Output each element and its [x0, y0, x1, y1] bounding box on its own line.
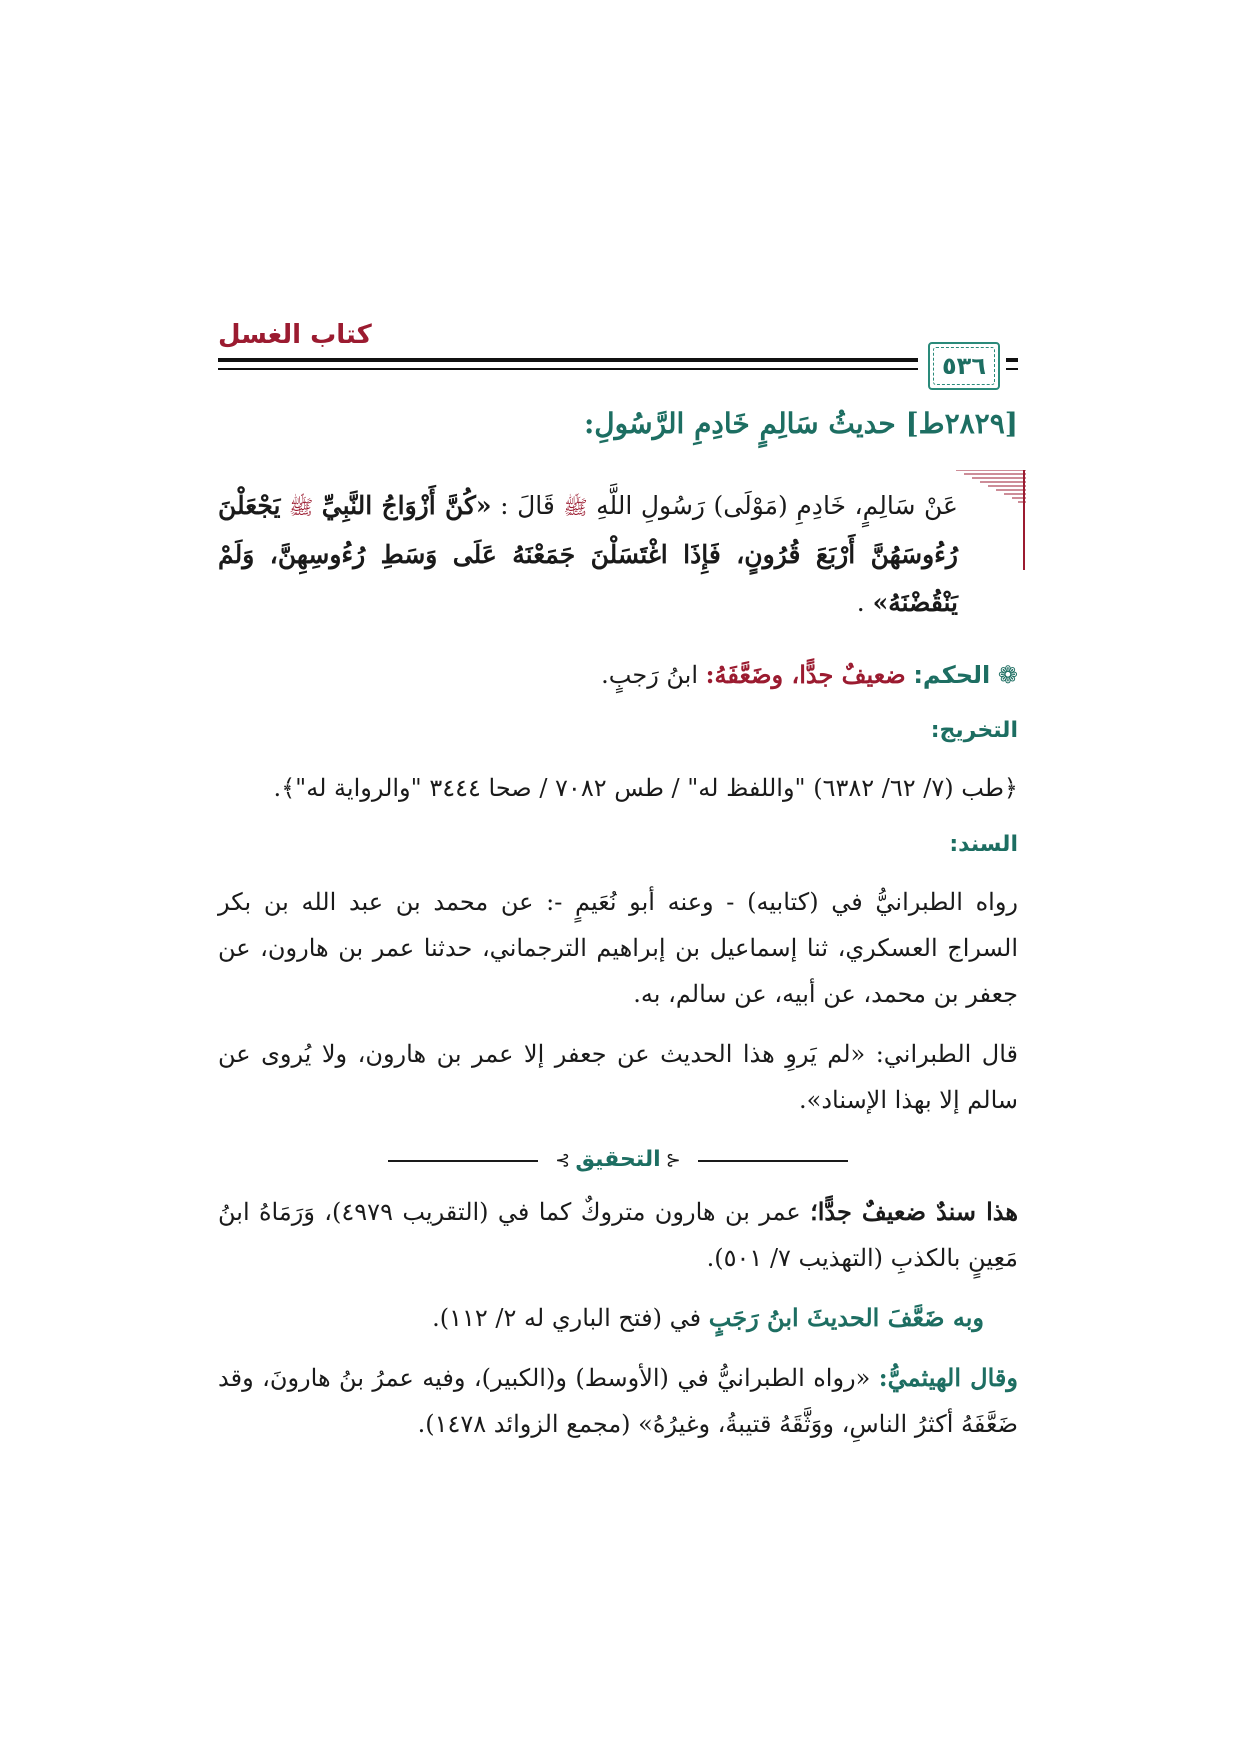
- corner-ornament-icon: [956, 470, 1026, 570]
- tahqiq-paragraph-1: [218, 1189, 1018, 1281]
- verdict-label: الحكم:: [913, 661, 991, 689]
- tahqiq-p1-rest: عمر بن هارون متروكٌ كما في (التقريب ٤٩٧٩)، وَرَمَاهُ ابنُ مَعِينٍ بالكذبِ (التهذيب ٧/ ٥٠١).: [218, 1198, 1018, 1272]
- verdict: [218, 653, 1018, 697]
- divider-line: [698, 1160, 848, 1162]
- header-rule-left-thin: [218, 368, 918, 370]
- hadith-intro: عَنْ سَالِمٍ، خَادِمِ (مَوْلَى) رَسُولِ اللَّهِ: [596, 491, 958, 520]
- hadith-text: [218, 482, 958, 627]
- header-rule-right: [1006, 358, 1018, 362]
- sanad-paragraph-1: رواه الطبرانيُّ في (كتابيه) - وعنه أبو نُعَيمٍ -: عن محمد بن عبد الله بن بكر السراج العسكري، ثنا إسماعيل بن إبراهيم الترجماني، حدثنا عمر بن هارون، عن جعفر بن محمد، عن أبيه، عن سالم، به.: [218, 888, 1019, 1008]
- header-rule-left: [218, 358, 918, 362]
- tahqiq-heading: التحقيق: [575, 1147, 661, 1172]
- hadith-matn-1: «كُنَّ أَزْوَاجُ النَّبِيِّ: [321, 491, 492, 520]
- main-content: [218, 400, 1018, 1447]
- salutation-icon: ﷺ: [563, 495, 588, 519]
- sanad-paragraph-2: قال الطبراني: «لم يَروِ هذا الحديث عن جعفر إلا عمر بن هارون، ولا يُروى عن سالم إلا بهذا الإسناد».: [218, 1040, 1018, 1114]
- hadith-title: [218, 400, 1018, 448]
- tahqiq-p1-bold: هذا سندٌ ضعيفٌ جدًّا؛: [810, 1197, 1019, 1226]
- ornament-icon: ⊱: [555, 1150, 571, 1171]
- divider-line: [388, 1160, 538, 1162]
- header-rule-right-thin: [1006, 368, 1018, 370]
- hadith-qala: قَالَ :: [500, 491, 555, 520]
- tahqiq-p2-rest: في (فتح الباري له ٢/ ١١٢).: [432, 1304, 702, 1332]
- tahqiq-paragraph-2: [218, 1295, 1018, 1341]
- salutation-icon: ﷺ: [289, 495, 314, 519]
- tahqiq-p3-rest: «رواه الطبرانيُّ في (الأوسط) و(الكبير)، وفيه عمرُ بنُ هارونَ، وقد ضَعَّفَهُ أكثرُ الناسِ، ووَثَّقَهُ قتيبةُ، وغيرُهُ» (مجمع الزوائد ١٤٧٨).: [218, 1364, 1018, 1438]
- tahqiq-p2-bold: وبه ضَعَّفَ الحديثَ ابنُ رَجَبٍ: [708, 1303, 984, 1332]
- hadith-number: [٢٨٢٩ط]: [905, 407, 1018, 440]
- book-title: كتاب الغسل: [218, 320, 372, 350]
- verdict-value: ضعيفٌ جدًّا، وضَعَّفَهُ:: [705, 660, 906, 689]
- page-number: ٥٣٦: [942, 352, 986, 380]
- hadith-end: .: [856, 588, 865, 617]
- verdict-by: ابنُ رَجبٍ.: [601, 661, 699, 689]
- tahqiq-paragraph-3: [218, 1355, 1018, 1447]
- tahqiq-divider: [388, 1145, 848, 1175]
- hadith-matn-2: يَجْعَلْنَ رُءُوسَهُنَّ أَرْبَعَ قُرُونٍ، فَإِذَا اغْتَسَلْنَ جَمَعْنَهُ عَلَى وَسَطِ رُءُوسِهِنَّ، وَلَمْ يَنْقُضْنَهُ»: [218, 491, 958, 617]
- page-header: [218, 316, 1018, 386]
- ornament-icon: ⊰: [665, 1150, 681, 1171]
- flower-icon: ❁: [997, 661, 1018, 689]
- takhrij-text: ﴿طب (٧/ ٦٢/ ٦٣٨٢) "واللفظ له" / طس ٧٠٨٢ / صحا ٣٤٤٤ "والرواية له"﴾.: [273, 774, 1018, 802]
- hadith-box: [218, 470, 1018, 627]
- sanad-label: السند:: [949, 832, 1018, 857]
- hadith-title-text: حديثُ سَالِمٍ خَادِمِ الرَّسُولِ:: [583, 407, 896, 440]
- tahqiq-p3-bold: وقال الهيثميُّ:: [878, 1363, 1018, 1392]
- takhrij-label: التخريج:: [930, 718, 1018, 743]
- page-number-box: [928, 342, 1000, 390]
